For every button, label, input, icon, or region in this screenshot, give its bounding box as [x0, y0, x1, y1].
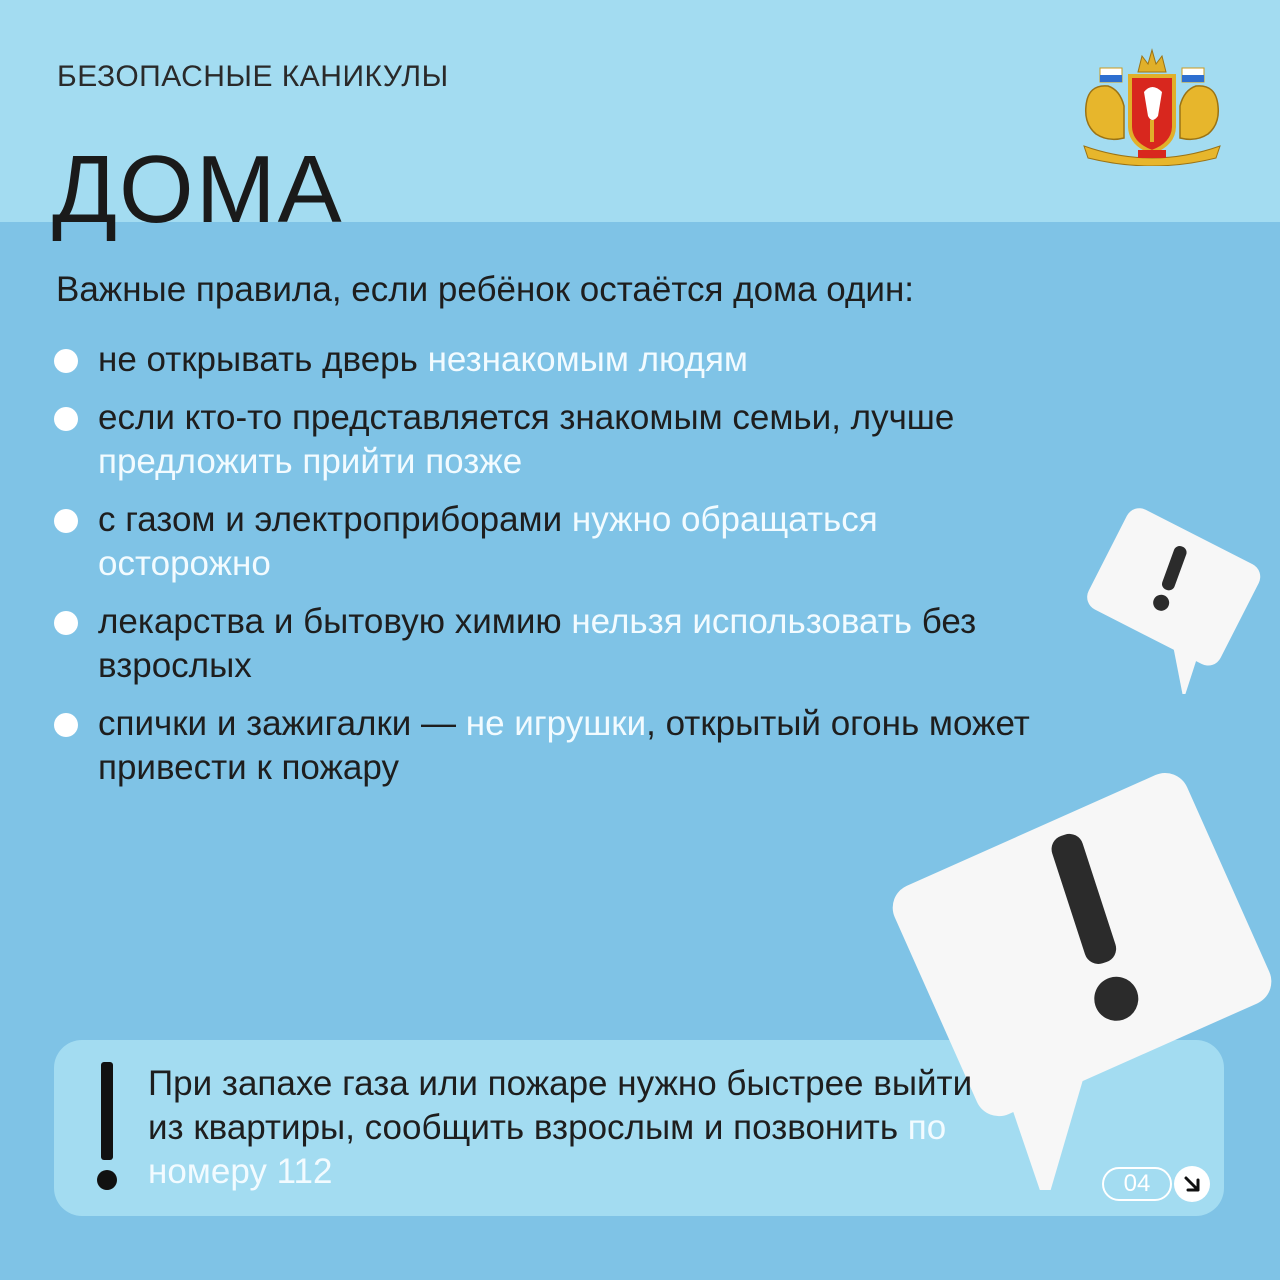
coat-of-arms-icon: [1078, 46, 1226, 166]
rule-tail: без взрослых: [98, 602, 977, 685]
bullet-icon: [54, 509, 78, 533]
rule-text: с газом и электроприборами: [98, 500, 572, 539]
bullet-icon: [54, 611, 78, 635]
next-page-button[interactable]: [1174, 1166, 1210, 1202]
list-item: [52, 498, 1032, 586]
rule-highlight: предложить прийти позже: [98, 442, 523, 481]
note-text: [148, 1062, 1008, 1194]
rule-text: спички и зажигалки —: [98, 704, 466, 743]
rule-text: лекарства и бытовую химию: [98, 602, 572, 641]
rule-text: не открывать дверь: [98, 340, 428, 379]
rule-highlight: не игрушки: [465, 704, 647, 743]
exclamation-icon: [92, 1060, 122, 1194]
bullet-icon: [54, 349, 78, 373]
rule-highlight: нужно обращаться осторожно: [98, 500, 878, 583]
arrow-down-right-icon: [1174, 1166, 1210, 1202]
list-item: [52, 600, 1032, 688]
note-body: При запахе газа или пожаре нужно быстрее выйти из квартиры, сообщить взрослым и позвонить: [148, 1064, 973, 1147]
rule-highlight: нельзя использовать: [571, 602, 912, 641]
note-highlight: по номеру 112: [148, 1108, 947, 1191]
bullet-icon: [54, 713, 78, 737]
small-exclamation-bubble-icon: [1076, 500, 1266, 694]
bullet-icon: [54, 407, 78, 431]
rule-tail: , открытый огонь может привести к пожару: [98, 704, 1030, 787]
intro-text: Важные правила, если ребёнок остаётся дома один:: [56, 270, 915, 309]
page-title: ДОМА: [52, 136, 344, 243]
rule-text: если кто-то представляется знакомым семьи, лучше: [98, 398, 955, 437]
section-kicker: БЕЗОПАСНЫЕ КАНИКУЛЫ: [57, 60, 449, 93]
rule-highlight: незнакомым людям: [427, 340, 748, 379]
list-item: [52, 396, 1032, 484]
page-number: 04: [1102, 1167, 1172, 1201]
list-item: [52, 338, 1032, 382]
